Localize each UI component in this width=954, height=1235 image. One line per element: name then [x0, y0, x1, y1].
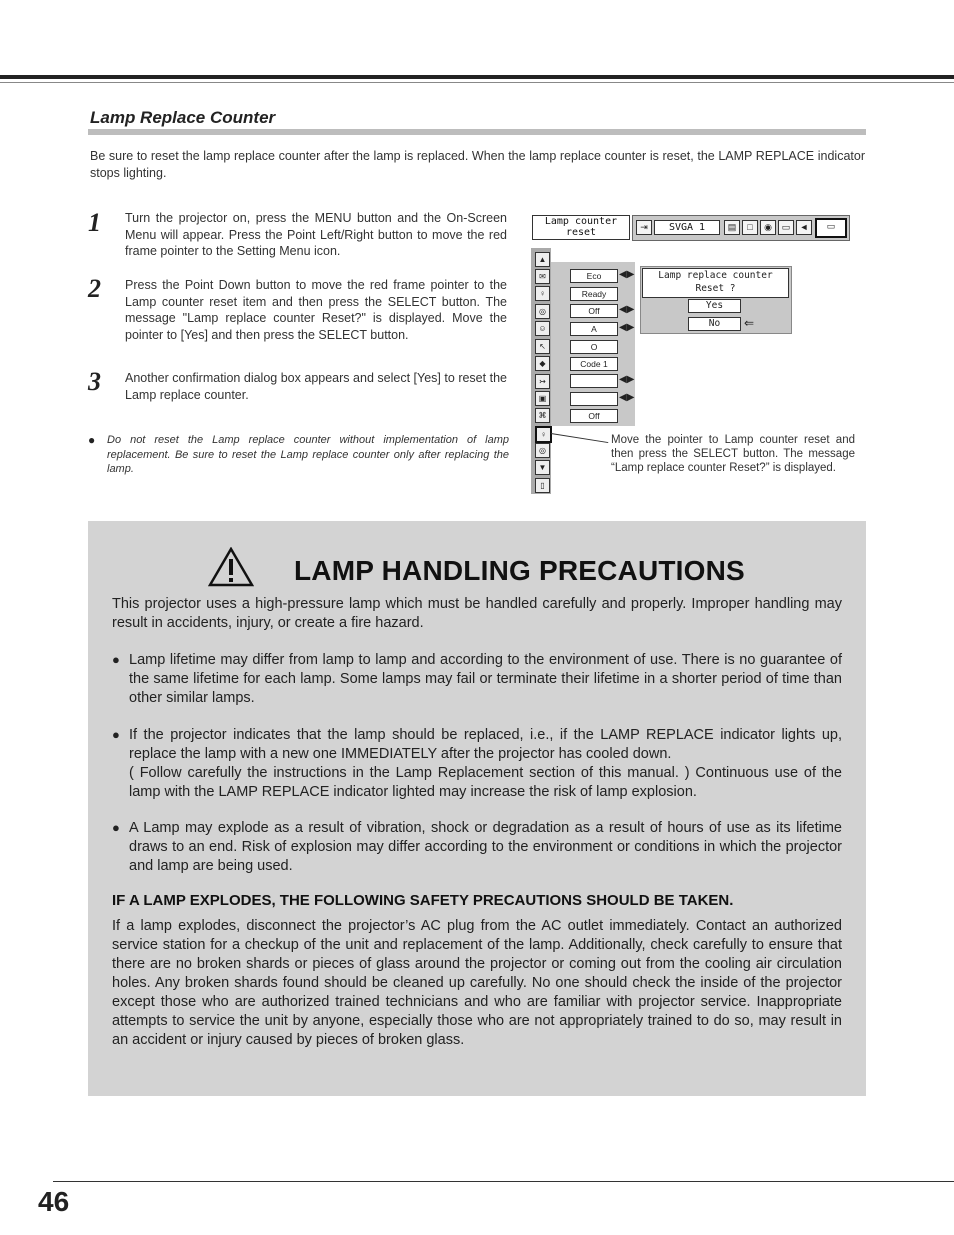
callout-text: Move the pointer to Lamp counter reset and then press the SELECT button. The message “Lamp replace counter Reset?” is displayed.	[611, 434, 855, 474]
page-number: 46	[38, 1186, 70, 1217]
usb-icon: ⌘	[535, 408, 550, 423]
note-bullet: ●	[88, 433, 96, 447]
down-arrow-icon: ▼	[535, 460, 550, 475]
left-right-arrow-icon: ◀▶	[619, 304, 635, 315]
bullet: ●	[112, 820, 120, 835]
osd-source: SVGA 1	[654, 220, 720, 235]
input-icon: ⇥	[636, 220, 652, 235]
step-3-text: Another confirmation dialog box appears and select [Yes] to reset the Lamp replace counter.	[125, 371, 507, 402]
step-1-text: Turn the projector on, press the MENU button and the On-Screen Menu will appear. Press the Point Left/Right button to move the red frame pointer to the Setting Menu icon.	[125, 211, 507, 258]
picture-icon: ▭	[778, 220, 794, 235]
step-1-number: 1	[88, 208, 101, 237]
standby-icon: ◎	[535, 304, 550, 319]
precaution-item-2-followup: ( Follow carefully the instructions in the Lamp Replacement section of this manual. ) Continuous use of the lamp with the LAMP REPLACE indicator lighted may increase the risk of lamp explosion.	[129, 765, 842, 800]
bottom-rule	[53, 1181, 954, 1182]
fan-icon: ↣	[535, 374, 550, 389]
lamp-counter-icon: ♀	[535, 426, 552, 443]
osd-value-lock	[570, 392, 618, 406]
reset-yes-option: Yes	[688, 299, 741, 313]
precautions-title: LAMP HANDLING PRECAUTIONS	[294, 555, 745, 586]
osd-value-eco: Eco	[570, 269, 618, 283]
callout-line	[551, 433, 608, 443]
image-icon: ◉	[760, 220, 776, 235]
left-right-arrow-icon: ◀▶	[619, 392, 635, 403]
screen-icon: □	[742, 220, 758, 235]
osd-value-ready: Ready	[570, 287, 618, 301]
lock-icon: ▣	[535, 391, 550, 406]
left-right-arrow-icon: ◀▶	[619, 322, 635, 333]
osd-value-code: Code 1	[570, 357, 618, 371]
background-icon: ☺	[535, 321, 550, 336]
osd-value-o: O	[570, 340, 618, 354]
step-2-text: Press the Point Down button to move the red frame pointer to the Lamp counter reset item and then press the SELECT button. The message "Lamp replace counter Reset?" is displayed. Move the pointer to [Yes] and then press the SELECT button.	[125, 278, 507, 342]
setting-menu-icon: ▭	[815, 218, 847, 238]
explosion-text: If a lamp explodes, disconnect the projector’s AC plug from the AC outlet immediately. Contact an authorized service station for a checkup of the unit and replacement of the lamp. Additionally, check carefully to ensure that there are no broken shards or pieces of glass around the projector or coming out from the cooling air circulation holes. Any broken shards found should be cleaned up carefully. No one should check the inside of the projector except those who are authorized trained technicians and who are familiar with projector service. Inappropriate attempts to service the unit by anyone, especially those who are not appropriately trained to do so, may result in an accident or injury caused by pieces of broken glass.	[112, 918, 842, 1048]
filter-icon: ◎	[535, 443, 550, 458]
section-title: Lamp Replace Counter	[90, 108, 276, 127]
explosion-subtitle: IF A LAMP EXPLODES, THE FOLLOWING SAFETY PRECAUTIONS SHOULD BE TAKEN.	[112, 892, 734, 909]
sound-icon: ◄	[796, 220, 812, 235]
pc-adjust-icon: ▤	[724, 220, 740, 235]
precaution-item-1: Lamp lifetime may differ from lamp to lamp and according to the environment of use. There is no guarantee of the same lifetime for each lamp. Some lamps may fail or terminate their lifetime in a shorter period of time than other similar lamps.	[129, 652, 842, 706]
osd-menu-label: Lamp counter reset	[532, 215, 630, 240]
bullet: ●	[112, 652, 120, 667]
section-title-bar	[88, 129, 866, 135]
step-2-number: 2	[88, 274, 101, 303]
lamp-mode-icon: ♀	[535, 286, 550, 301]
warning-icon	[208, 547, 254, 587]
precaution-item-3: A Lamp may explode as a result of vibration, shock or degradation as a result of hours of use as its lifetime draws to an end. Risk of explosion may differ according to the environment or conditions in which the projector and lamp are being used.	[129, 820, 842, 874]
reset-no-option: No	[688, 317, 741, 331]
precaution-item-2: If the projector indicates that the lamp should be replaced, i.e., if the LAMP REPLACE indicator lights up, replace the lamp with a new one IMMEDIATELY after the projector has cooled down.	[129, 727, 842, 762]
exit-icon: ▯	[535, 478, 550, 493]
up-arrow-icon: ▲	[535, 252, 550, 267]
reset-dialog-title: Lamp replace counter Reset ?	[642, 268, 789, 298]
left-right-arrow-icon: ◀▶	[619, 374, 635, 385]
step-3-number: 3	[88, 367, 101, 396]
pointer-arrow-icon: ⇐	[744, 316, 755, 330]
left-right-arrow-icon: ◀▶	[619, 269, 635, 280]
osd-value-usb: Off	[570, 409, 618, 423]
note-text: Do not reset the Lamp replace counter without implementation of lamp replacement. Be sure to reset the Lamp replace counter only after replacing the lamp.	[107, 434, 509, 475]
osd-value-auto: A	[570, 322, 618, 336]
top-rule	[0, 75, 954, 79]
language-icon: ✉	[535, 269, 550, 284]
pointer-icon: ↖	[535, 339, 550, 354]
section-intro: Be sure to reset the lamp replace counter after the lamp is replaced. When the lamp replace counter is reset, the LAMP REPLACE indicator stops lighting.	[90, 149, 865, 180]
remote-icon: ◆	[535, 356, 550, 371]
osd-value-off: Off	[570, 304, 618, 318]
precautions-intro: This projector uses a high-pressure lamp which must be handled carefully and properly. Improper handling may result in accidents, injury, or create a fire hazard.	[112, 596, 842, 631]
osd-value-fan	[570, 374, 618, 388]
top-rule-thin	[0, 82, 954, 83]
bullet: ●	[112, 727, 120, 742]
